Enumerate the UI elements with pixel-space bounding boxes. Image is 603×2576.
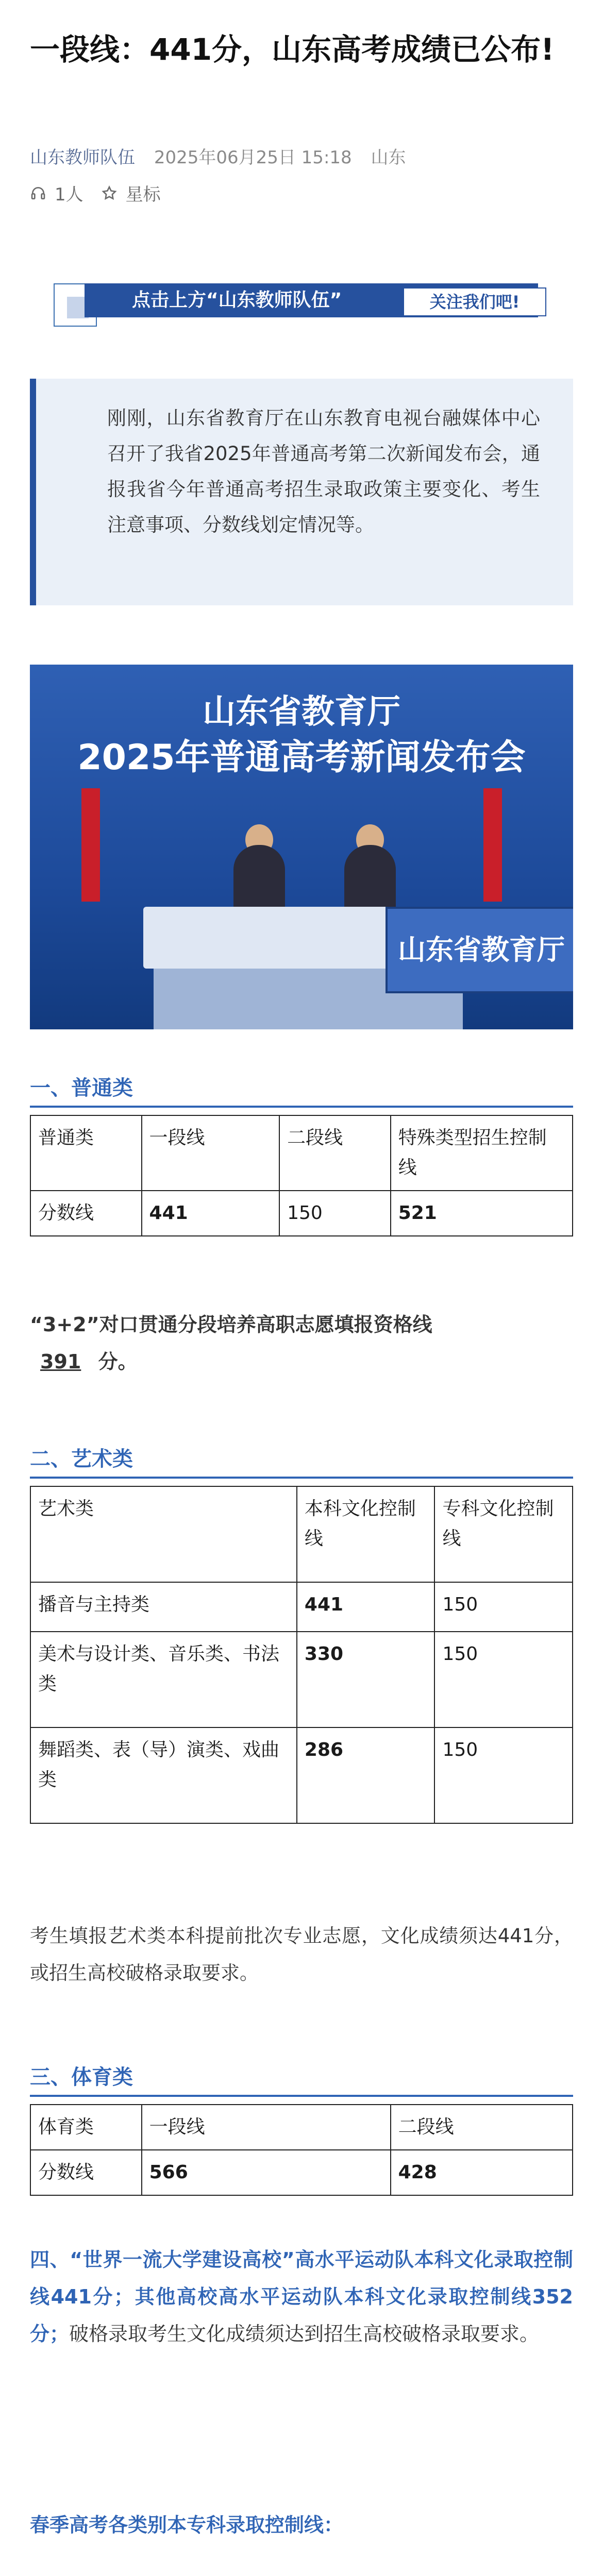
table-row — [30, 1582, 573, 1632]
flag-left — [81, 788, 100, 902]
table-cell: 441 — [297, 1582, 435, 1632]
note-suffix: 分。 — [98, 1350, 138, 1373]
table-cell: 150 — [434, 1727, 573, 1823]
table-cell: 分数线 — [30, 2150, 142, 2195]
table-cell: 566 — [142, 2150, 391, 2195]
hero-screen-text: 山东省教育厅 — [398, 934, 565, 966]
table-cell: 150 — [279, 1191, 391, 1236]
listen-count: 1人 — [55, 184, 83, 205]
intro-box — [30, 379, 573, 605]
table-cell: 分数线 — [30, 1191, 142, 1236]
note-value: 391 — [40, 1350, 81, 1373]
article-meta — [30, 143, 406, 168]
publish-location: 山东 — [371, 147, 406, 168]
table-cell: 二段线 — [279, 1115, 391, 1191]
table-cell: 普通类 — [30, 1115, 142, 1191]
table-cell: 441 — [142, 1191, 280, 1236]
author-link[interactable]: 山东教师队伍 — [30, 147, 135, 168]
hero-title-line1: 山东省教育厅 — [203, 693, 400, 731]
hero-title-line2: 2025年普通高考新闻发布会 — [77, 737, 526, 778]
article-stats — [30, 180, 161, 206]
general-score-table — [30, 1115, 573, 1236]
table-row — [30, 2150, 573, 2195]
intro-accent-bar — [30, 379, 36, 605]
follow-text: 点击上方“山东教师队伍” — [132, 290, 342, 311]
article-title: 一段线：441分，山东高考成绩已公布! — [30, 32, 555, 67]
sports-score-table — [30, 2104, 573, 2196]
star-icon[interactable] — [101, 185, 118, 201]
table-cell: 美术与设计类、音乐类、书法类 — [30, 1632, 297, 1727]
note-prefix: “3+2”对口贯通分段培养高职志愿填报资格线 — [30, 1313, 432, 1336]
art-note: 考生填报艺术类本科提前批次专业志愿，文化成绩须达441分，或招生高校破格录取要求。 — [30, 1925, 573, 1984]
table-cell: 专科文化控制线 — [434, 1486, 573, 1582]
table-cell: 舞蹈类、表（导）演类、戏曲类 — [30, 1727, 297, 1823]
follow-button[interactable]: 关注我们吧! — [403, 287, 546, 316]
headphone-icon[interactable] — [30, 185, 46, 201]
table-row — [30, 2105, 573, 2150]
section-divider — [30, 2095, 573, 2097]
table-cell: 521 — [391, 1191, 573, 1236]
table-cell: 本科文化控制线 — [297, 1486, 435, 1582]
table-cell: 一段线 — [142, 2105, 391, 2150]
table-cell: 艺术类 — [30, 1486, 297, 1582]
table-cell: 428 — [391, 2150, 573, 2195]
section4-rest: 破格录取考生文化成绩须达到招生高校破格录取要求。 — [69, 2323, 540, 2345]
section4-highlight: 四、“世界一流大学建设高校”高水平运动队本科文化录取控制线441分；其他高校高水平运动队本科文化录取控制线352分； — [30, 2248, 573, 2345]
table-cell: 330 — [297, 1632, 435, 1727]
section-heading-sports: 三、体育类 — [30, 2065, 133, 2089]
section-heading-general: 一、普通类 — [30, 1076, 133, 1100]
table-cell: 150 — [434, 1582, 573, 1632]
publish-date: 2025年06月25日 15:18 — [154, 147, 352, 168]
spring-heading: 春季高考各类别本专科录取控制线： — [30, 2514, 344, 2536]
star-label[interactable]: 星标 — [125, 184, 161, 205]
section-divider — [30, 1106, 573, 1108]
table-row — [30, 1191, 573, 1236]
hero-screen — [386, 907, 573, 993]
table-cell: 特殊类型招生控制线 — [391, 1115, 573, 1191]
section-divider — [30, 1477, 573, 1479]
table-cell: 150 — [434, 1632, 573, 1727]
flag-right — [483, 788, 502, 902]
table-cell: 一段线 — [142, 1115, 280, 1191]
table-cell: 286 — [297, 1727, 435, 1823]
table-cell: 播音与主持类 — [30, 1582, 297, 1632]
intro-text: 刚刚，山东省教育厅在山东教育电视台融媒体中心召开了我省2025年普通高考第二次新闻发布会，通报我省今年普通高考招生录取政策主要变化、考生注意事项、分数线划定情况等。 — [107, 407, 540, 536]
table-row — [30, 1486, 573, 1582]
section1-note — [30, 1306, 573, 1380]
table-cell: 体育类 — [30, 2105, 142, 2150]
art-score-table — [30, 1486, 573, 1824]
press-conference-image — [30, 665, 573, 1029]
table-row — [30, 1727, 573, 1823]
section-heading-art: 二、艺术类 — [30, 1447, 133, 1471]
follow-banner[interactable] — [54, 278, 548, 326]
section4-text — [30, 2241, 573, 2352]
table-row — [30, 1632, 573, 1727]
table-cell: 二段线 — [391, 2105, 573, 2150]
table-row — [30, 1115, 573, 1191]
